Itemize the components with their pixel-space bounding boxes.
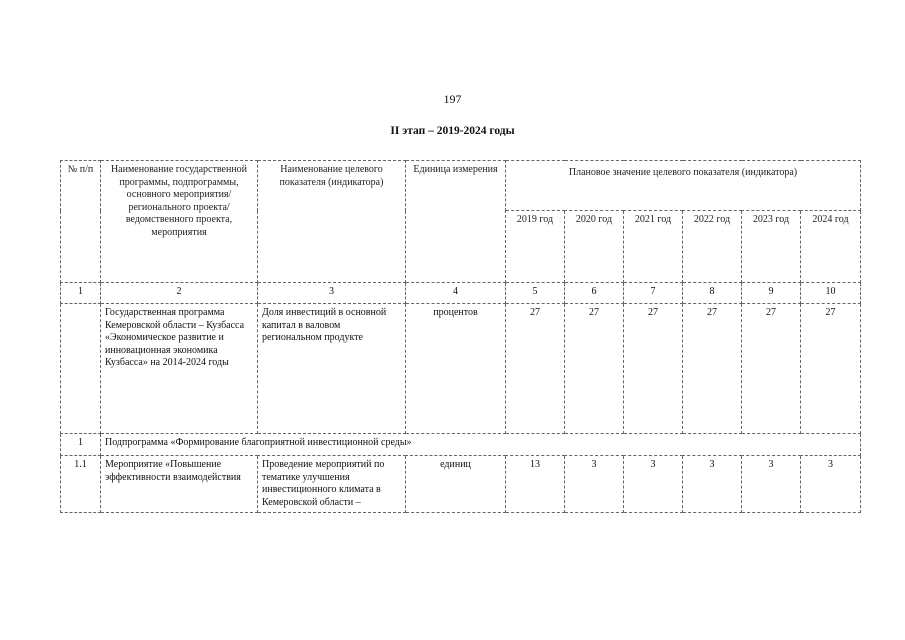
row-unit: процентов	[406, 304, 506, 434]
row-value: 13	[506, 456, 565, 513]
header-year: 2020 год	[565, 211, 624, 283]
header-num: № п/п	[61, 161, 101, 283]
column-number: 6	[565, 283, 624, 304]
column-number: 5	[506, 283, 565, 304]
row-program: Государственная программа Кемеровской области – Кузбасса «Экономическое развитие и инновационная экономика Кузбасса» на 2014-2024 годы	[101, 304, 258, 434]
column-number: 1	[61, 283, 101, 304]
row-program: Мероприятие «Повышение эффективности взаимодействия	[101, 456, 258, 513]
column-number: 9	[742, 283, 801, 304]
header-year: 2019 год	[506, 211, 565, 283]
row-unit: единиц	[406, 456, 506, 513]
row-value: 27	[683, 304, 742, 434]
header-year: 2022 год	[683, 211, 742, 283]
row-value: 27	[506, 304, 565, 434]
header-indicator: Наименование целевого показателя (индикатора)	[258, 161, 406, 283]
column-number: 8	[683, 283, 742, 304]
row-value: 27	[742, 304, 801, 434]
header-year: 2023 год	[742, 211, 801, 283]
subprogram-num: 1	[61, 434, 101, 456]
row-num	[61, 304, 101, 434]
header-year: 2021 год	[624, 211, 683, 283]
row-indicator: Доля инвестиций в основной капитал в валовом региональном продукте	[258, 304, 406, 434]
row-num: 1.1	[61, 456, 101, 513]
table-row	[61, 456, 861, 513]
row-value: 3	[624, 456, 683, 513]
row-value: 3	[742, 456, 801, 513]
header-unit: Единица измерения	[406, 161, 506, 283]
row-value: 27	[801, 304, 861, 434]
row-indicator: Проведение мероприятий по тематике улучшения инвестиционного климата в Кемеровской области –	[258, 456, 406, 513]
indicator-table	[60, 160, 861, 513]
page-number: 197	[443, 92, 462, 106]
column-number: 2	[101, 283, 258, 304]
column-numbers-row	[61, 283, 861, 304]
column-number: 4	[406, 283, 506, 304]
header-year: 2024 год	[801, 211, 861, 283]
header-program: Наименование государственной программы, подпрограммы, основного мероприятия/ регионального проекта/ ведомственного проекта, мероприятия	[101, 161, 258, 283]
header-planned: Плановое значение целевого показателя (индикатора)	[506, 161, 861, 211]
column-number: 7	[624, 283, 683, 304]
column-number: 3	[258, 283, 406, 304]
subprogram-text: Подпрограмма «Формирование благоприятной инвестиционной среды»	[101, 434, 861, 456]
row-value: 3	[683, 456, 742, 513]
subprogram-row	[61, 434, 861, 456]
header-row	[61, 161, 861, 211]
row-value: 27	[624, 304, 683, 434]
row-value: 3	[565, 456, 624, 513]
row-value: 3	[801, 456, 861, 513]
row-value: 27	[565, 304, 624, 434]
stage-title: II этап – 2019-2024 годы	[390, 125, 515, 137]
table-row	[61, 304, 861, 434]
column-number: 10	[801, 283, 861, 304]
